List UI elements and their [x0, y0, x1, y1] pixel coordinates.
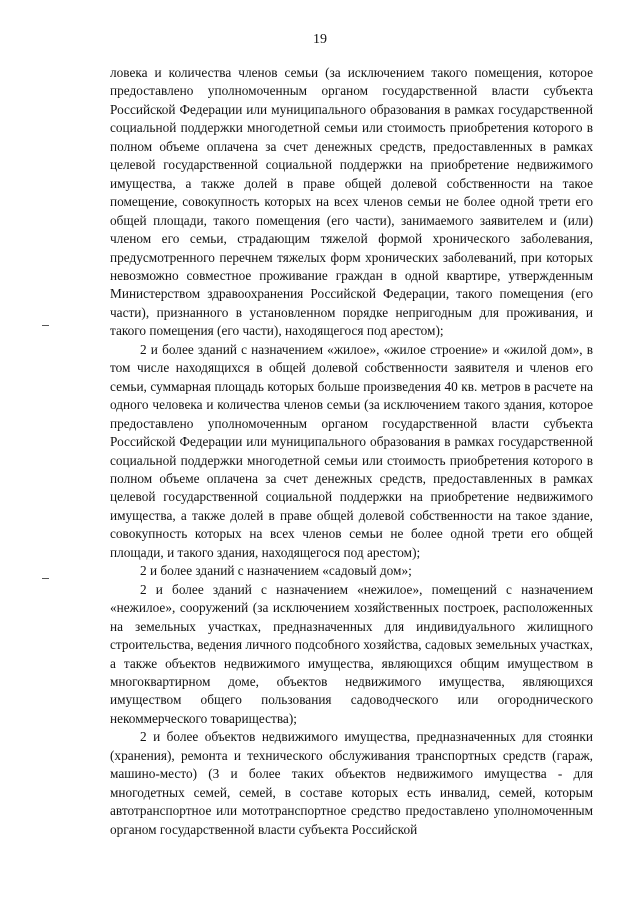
paragraph: 2 и более зданий с назначением «садовый дом»; — [140, 563, 412, 579]
page-number: 19 — [313, 32, 327, 47]
paragraph: 2 и более объектов недвижимого имущества, предназначенных для стоянки (хранения), ремонта и технического обслуживания транспортных средств (гараж, машино-место) (3 и более таких объектов недвижимого имущества - для многодетных семей, семей, в составе которых есть инвалид, семей, которым автотранспортное или мототранспортное средство предоставлено уполномоченным органом государственной власти субъекта Российской — [110, 729, 593, 837]
document-body — [110, 64, 593, 839]
paragraph: 2 и более зданий с назначением «нежилое», помещений с назначением «нежилое», сооружений (за исключением хозяйственных построек, расположенных на земельных участках, предназначенных для индивидуального жилищного строительства, ведения личного подсобного хозяйства, садовых земельных участках, а также объектов недвижимого имущества, являющихся общим имуществом в многоквартирном доме, объектов недвижимого имущества, являющихся имуществом общего пользования садоводческого или огороднического некоммерческого товарищества); — [110, 581, 593, 726]
paragraph: 2 и более зданий с назначением «жилое», «жилое строение» и «жилой дом», в том числе находящихся в общей долевой собственности заявителя и членов его семьи, суммарная площадь которых больше произведения 40 кв. метров в расчете на одного человека и количества членов семьи (за исключением такого здания, которое предоставлено уполномоченным органом государственной власти субъекта Российской Федерации или муниципального образования в рамках государственной социальной поддержки многодетной семьи или стоимость приобретения которого в полном объеме оплачена за счет денежных средств, предоставленных в рамках целевой государственной социальной поддержки на приобретение недвижимого имущества, а также долей в праве общей долевой собственности на такое здание, совокупность которых на всех членов семьи не более одной трети его общей площади, и такого здания, находящегося под арестом); — [110, 341, 593, 560]
paragraph: ловека и количества членов семьи (за исключением такого помещения, которое предоставлено уполномоченным органом государственной власти субъекта Российской Федерации или муниципального образования в рамках государственной социальной поддержки многодетной семьи или стоимость приобретения которого в полном объеме оплачена за счет денежных средств, предоставленных в рамках целевой государственной социальной поддержки на приобретение недвижимого имущества, а также долей в праве общей долевой собственности на такое помещение, совокупность которых на всех членов семьи не более одной трети его общей площади, такого помещения (его части), занимаемого заявителем и (или) членом его семьи, страдающим тяжелой формой хронического заболевания, предусмотренного перечнем тяжелых форм хронических заболеваний, при которых невозможно совместное проживание граждан в одной квартире, утвержденным Министерством здравоохранения Российской Федерации, такого помещения (его части), признанного в установленном порядке непригодным для проживания, и такого помещения (его части), находящегося под арестом); — [110, 65, 593, 339]
margin-mark — [42, 325, 49, 326]
margin-mark — [42, 578, 49, 579]
